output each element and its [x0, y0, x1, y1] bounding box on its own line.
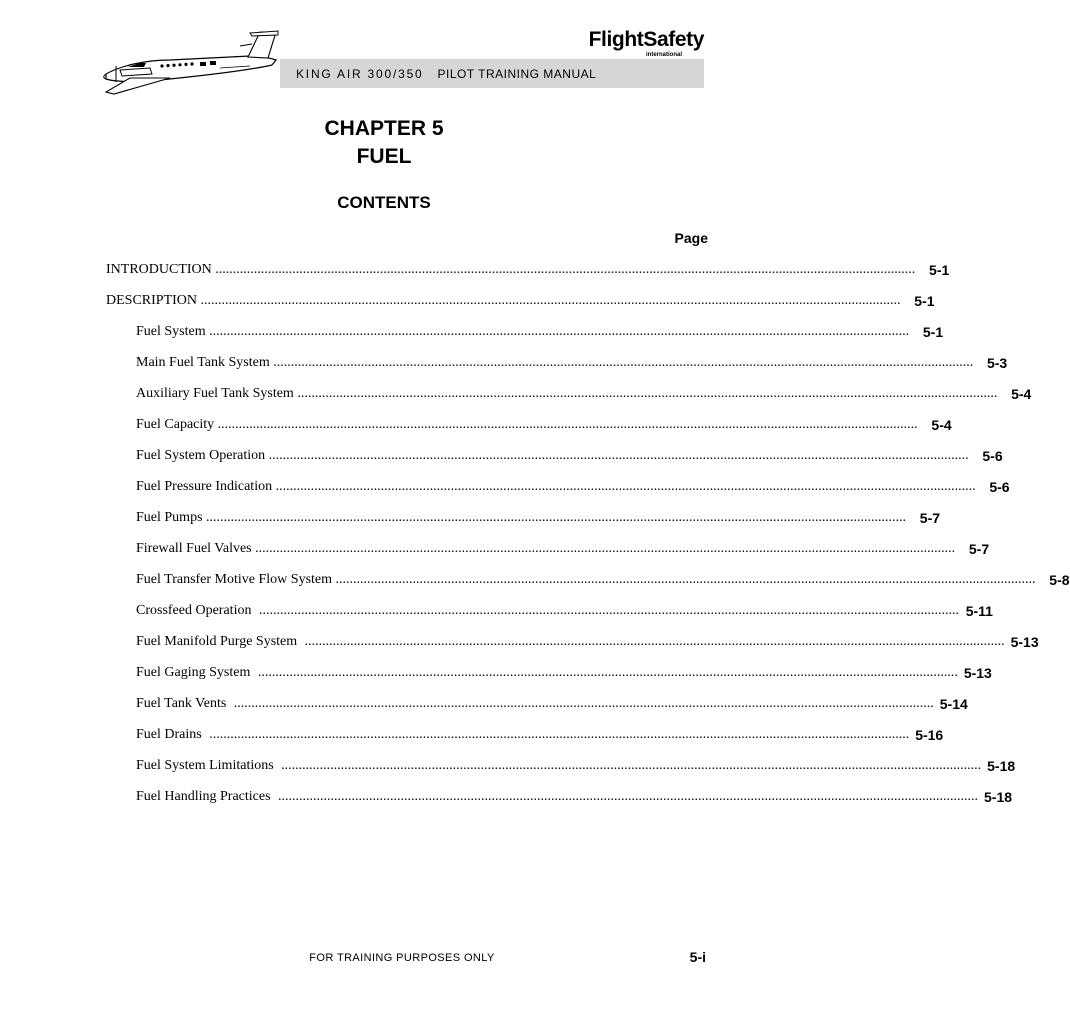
toc-entry-page: 5-1	[914, 292, 935, 309]
page-column-heading: Page	[674, 230, 708, 246]
toc-entry-label: Crossfeed Operation	[136, 602, 252, 618]
toc-entry[interactable]	[136, 688, 968, 719]
toc-entry-text	[136, 665, 958, 681]
toc-entry-page: 5-3	[986, 354, 1008, 371]
toc-entry[interactable]	[136, 409, 952, 440]
toc-entry-label: Firewall Fuel Valves	[136, 540, 252, 556]
toc-entry-label: Fuel Drains	[136, 726, 202, 742]
dot-leader: ........................................................................................................................................................................................................	[197, 292, 901, 308]
page-number: 5-i	[689, 949, 706, 965]
dot-leader: ........................................................................................................................................................................................................	[214, 416, 918, 432]
toc-entry-page: 5-18	[984, 788, 1013, 805]
toc-entry-page: 5-13	[1010, 633, 1039, 650]
toc-entry-page: 5-1	[929, 261, 950, 278]
toc-entry[interactable]	[136, 657, 992, 688]
dot-leader: ........................................................................................................................................................................................................	[254, 664, 958, 680]
toc-entry-text	[136, 324, 909, 340]
toc-entry-text	[136, 789, 978, 805]
dot-leader: ........................................................................................................................................................................................................	[251, 540, 956, 556]
toc-entry-text	[136, 758, 981, 774]
toc-entry-label: Fuel System Operation	[136, 447, 266, 463]
toc-entry-text	[136, 510, 906, 526]
toc-entry-text	[136, 727, 909, 743]
toc-entry[interactable]	[136, 347, 1008, 378]
aircraft-illustration	[100, 30, 280, 96]
toc-entry-page: 5-8	[1049, 571, 1070, 588]
toc-entry-page: 5-4	[931, 416, 952, 433]
toc-entry-text	[136, 479, 976, 495]
toc-entry-text	[136, 603, 959, 619]
toc-entry-label: Fuel System Limitations	[136, 757, 274, 773]
dot-leader: ........................................................................................................................................................................................................	[269, 354, 974, 370]
toc-entry-label: Fuel Gaging System	[136, 664, 251, 680]
toc-entry-page: 5-7	[968, 540, 990, 557]
toc-entry-page: 5-1	[922, 323, 944, 340]
toc-entry-label: INTRODUCTION	[106, 261, 212, 277]
chapter-number: CHAPTER 5	[324, 117, 444, 140]
dot-leader: ........................................................................................................................................................................................................	[265, 447, 969, 463]
toc-entry[interactable]	[136, 471, 1010, 502]
toc-entry-text	[136, 386, 997, 402]
toc-entry-label: DESCRIPTION	[106, 292, 198, 308]
page-footer	[0, 948, 768, 970]
toc-entry-text	[136, 572, 1036, 588]
toc-entry-page: 5-6	[989, 478, 1010, 495]
toc-entry-text	[136, 634, 1005, 650]
toc-entry-text	[106, 293, 901, 309]
aircraft-model: KING AIR 300/350	[296, 66, 424, 81]
toc-entry-text	[136, 448, 969, 464]
toc-entry[interactable]	[136, 595, 993, 626]
toc-entry[interactable]	[136, 564, 1070, 595]
toc-entry[interactable]	[106, 254, 950, 285]
toc-entry-text	[136, 541, 955, 557]
toc-entry-page: 5-11	[965, 602, 993, 619]
toc-entry-label: Fuel Pumps	[136, 509, 203, 525]
toc-entry-page: 5-7	[919, 509, 941, 526]
toc-entry-text	[136, 696, 934, 712]
brand-logo	[589, 28, 704, 59]
toc-entry-page: 5-4	[1011, 385, 1032, 402]
toc-entry[interactable]	[136, 719, 944, 750]
dot-leader: ........................................................................................................................................................................................................	[211, 261, 916, 277]
toc-entry-label: Fuel Pressure Indication	[136, 478, 273, 494]
toc-entry[interactable]	[136, 781, 1013, 812]
toc-entry[interactable]	[136, 626, 1039, 657]
dot-leader: ........................................................................................................................................................................................................	[205, 726, 910, 742]
dot-leader: ........................................................................................................................................................................................................	[301, 633, 1005, 649]
brand-subtitle: international	[645, 52, 682, 58]
toc-entry-text	[136, 355, 973, 371]
dot-leader: ........................................................................................................................................................................................................	[277, 757, 982, 773]
manual-title: PILOT TRAINING MANUAL	[437, 66, 597, 81]
dot-leader: ........................................................................................................................................................................................................	[332, 571, 1036, 587]
chapter-title: FUEL	[356, 145, 412, 168]
toc-entry-label: Main Fuel Tank System	[136, 354, 270, 370]
toc-entry-label: Fuel Capacity	[136, 416, 215, 432]
contents-heading: CONTENTS	[337, 193, 431, 212]
toc-entry[interactable]	[106, 285, 935, 316]
toc-entry-label: Fuel System	[136, 323, 206, 339]
dot-leader: ........................................................................................................................................................................................................	[293, 385, 998, 401]
toc-entry-page: 5-6	[982, 447, 1003, 464]
toc-entry[interactable]	[136, 440, 1003, 471]
toc-entry[interactable]	[136, 750, 1016, 781]
dot-leader: ........................................................................................................................................................................................................	[274, 788, 979, 804]
toc-entry[interactable]	[136, 502, 941, 533]
dot-leader: ........................................................................................................................................................................................................	[272, 478, 976, 494]
toc-entry-page: 5-18	[987, 757, 1016, 774]
page-header	[0, 0, 768, 100]
toc-entry-label: Fuel Handling Practices	[136, 788, 271, 804]
toc-entry[interactable]	[136, 316, 944, 347]
dot-leader: ........................................................................................................................................................................................................	[255, 602, 959, 618]
toc-entry-page: 5-14	[939, 695, 968, 712]
toc-entry-label: Auxiliary Fuel Tank System	[136, 385, 294, 401]
manual-title-band	[280, 59, 704, 88]
toc-entry-text	[136, 417, 918, 433]
toc-entry-text	[106, 262, 915, 278]
toc-entry-label: Fuel Tank Vents	[136, 695, 227, 711]
dot-leader: ........................................................................................................................................................................................................	[202, 509, 907, 525]
toc-entry-label: Fuel Manifold Purge System	[136, 633, 298, 649]
toc-entry[interactable]	[136, 378, 1032, 409]
toc-entry-page: 5-13	[963, 664, 992, 681]
toc-entry-page: 5-16	[915, 726, 944, 743]
dot-leader: ........................................................................................................................................................................................................	[230, 695, 934, 711]
toc-entry-label: Fuel Transfer Motive Flow System	[136, 571, 333, 587]
dot-leader: ........................................................................................................................................................................................................	[205, 323, 910, 339]
brand-name: FlightSafety	[588, 28, 704, 51]
training-notice: FOR TRAINING PURPOSES ONLY	[309, 952, 495, 964]
toc-entry[interactable]	[136, 533, 990, 564]
